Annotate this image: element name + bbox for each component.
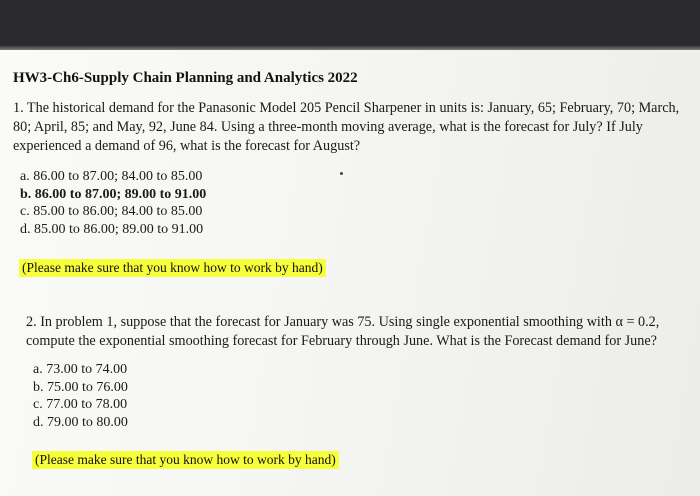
- question-1-options: [20, 168, 206, 238]
- question-2-options: [33, 361, 128, 431]
- question-1-text: 1. The historical demand for the Panasonic Model 205 Pencil Sharpener in units is: January, 65; February, 70; March, 80; April, 85; and May, 92, June 84. Using a three-month moving average, what is the forecast for July? If July experienced a demand of 96, what is the forecast for August?: [13, 100, 680, 154]
- document-title: HW3-Ch6-Supply Chain Planning and Analytics 2022: [13, 70, 358, 86]
- stray-mark: [340, 172, 343, 175]
- question-2-option-b: b. 75.00 to 76.00: [33, 379, 128, 395]
- question-2-highlighted-note: (Please make sure that you know how to work by hand): [32, 451, 339, 469]
- question-2-text: 2. In problem 1, suppose that the forecast for January was 75. Using single exponential smoothing with α = 0.2, compute the exponential smoothing forecast for February through June. What is the Forecast demand for June?: [26, 314, 660, 349]
- question-1-option-d: d. 85.00 to 86.00; 89.00 to 91.00: [20, 221, 204, 237]
- question-1-option-a: a. 86.00 to 87.00; 84.00 to 85.00: [20, 169, 203, 184]
- question-2-option-d: d. 79.00 to 80.00: [33, 414, 128, 430]
- question-2-option-c: c. 77.00 to 78.00: [33, 397, 128, 412]
- question-1-highlighted-note: (Please make sure that you know how to work by hand): [19, 259, 326, 277]
- question-2-option-a: a. 73.00 to 74.00: [33, 362, 128, 377]
- question-1-option-c: c. 85.00 to 86.00; 84.00 to 85.00: [20, 204, 203, 219]
- question-1-option-b: b. 86.00 to 87.00; 89.00 to 91.00: [20, 186, 207, 202]
